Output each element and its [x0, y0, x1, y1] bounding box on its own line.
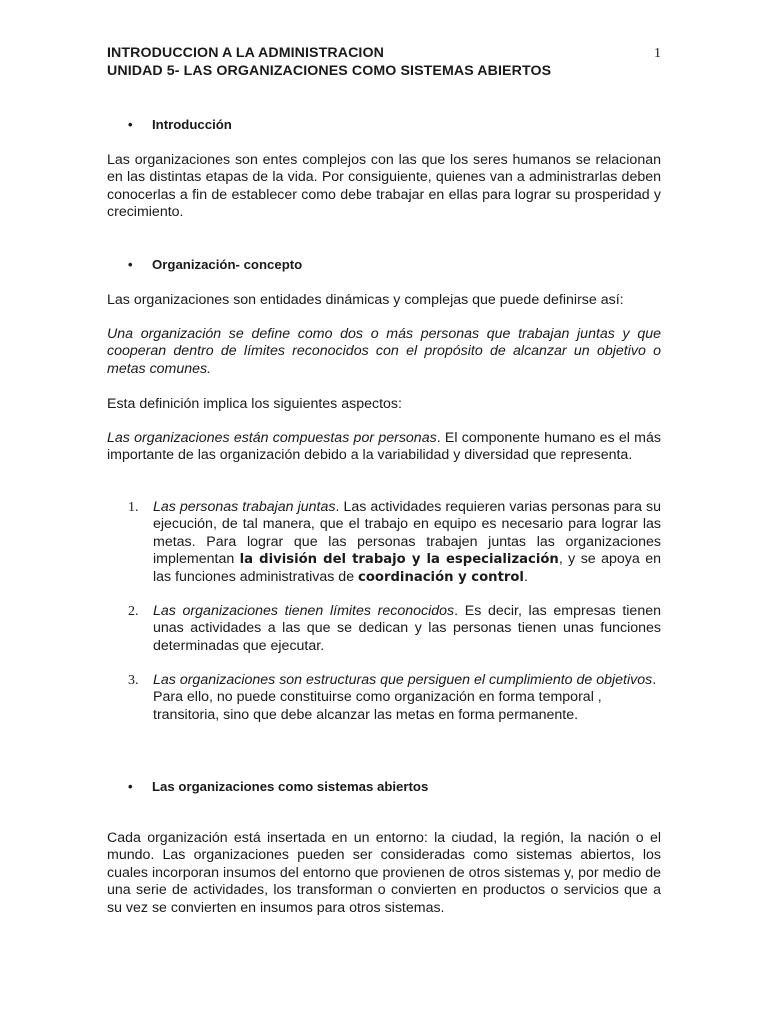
- definition-text: Una organización se define como dos o más personas que trabajan juntas y que cooperan dentro de límites reconocidos con el propósito de alcanzar un objetivo o metas comunes.: [107, 326, 661, 377]
- systems-paragraph: Cada organización está insertada en un entorno: la ciudad, la región, la nación o el mundo. Las organizaciones pueden ser consideradas como sistemas abiertos, los cuales incorporan insumos del entorno que provienen de otros sistemas y, por medio de una serie de actividades, los transforman o convierten en productos o servicios que a su vez se convierten en insumos para otros sistemas.: [107, 830, 661, 916]
- heading-sistemas-abiertos: [128, 778, 428, 795]
- bullet-icon: •: [128, 117, 133, 132]
- heading-organizacion-concepto: [128, 256, 302, 273]
- list-number: 2.: [128, 604, 139, 619]
- concept-paragraph: Las organizaciones son entidades dinámicas y complejas que puede definirse así:: [107, 292, 624, 308]
- page-number: 1: [654, 46, 661, 61]
- list-item-body: , y se apoya en las funciones administrativas de: [153, 551, 661, 585]
- heading-text: Las organizaciones como sistemas abiertos: [152, 779, 429, 794]
- bullet-icon: •: [128, 779, 133, 794]
- list-item-text: [153, 672, 661, 724]
- persons-italic: Las organizaciones están compuestas por personas: [107, 430, 437, 446]
- bullet-icon: •: [128, 257, 133, 272]
- list-item-bold: la división del trabajo y la especialización: [239, 552, 559, 568]
- list-item-italic: Las organizaciones tienen límites reconocidos: [153, 603, 455, 619]
- list-item-body: . Para ello, no puede constituirse como organización en forma temporal , transitoria, sino que debe alcanzar las metas en forma permanente.: [153, 672, 657, 723]
- persons-rest: . El componente humano es el más importante de las organización debido a la variabilidad y diversidad que representa.: [107, 430, 661, 464]
- list-item-body: . Es decir, las empresas tienen unas actividades a las que se dedican y las personas tienen unas funciones determinadas que ejecutar.: [153, 603, 661, 654]
- aspects-intro-paragraph: Esta definición implica los siguientes aspectos:: [107, 396, 402, 412]
- heading-text: Introducción: [152, 117, 232, 132]
- list-item-bold: coordinación y control: [358, 569, 524, 585]
- list-item-body: . Las actividades requieren varias personas para su ejecución, de tal manera, que el trabajo en equipo es necesario para lograr las metas. Para lograr que las personas trabajen juntas las organizaciones implementan: [153, 499, 662, 568]
- list-item-text: [153, 603, 661, 655]
- list-item-text: [153, 499, 661, 586]
- list-item-italic: Las personas trabajan juntas: [153, 499, 336, 515]
- list-item-italic: Las organizaciones son estructuras que persiguen el cumplimiento de objetivos: [153, 672, 653, 688]
- heading-text: Organización- concepto: [152, 257, 303, 272]
- heading-introduccion: [128, 116, 232, 133]
- intro-paragraph: Las organizaciones son entes complejos con las que los seres humanos se relacionan en las distintas etapas de la vida. Por consiguiente, quienes van a administrarlas deben conocerlas a fin de establecer como debe trabajar en ellas para lograr su prosperidad y crecimiento.: [107, 152, 661, 221]
- document-header: [107, 44, 667, 80]
- header-course-title: INTRODUCCION A LA ADMINISTRACION: [107, 45, 384, 61]
- list-item-body: .: [523, 568, 528, 585]
- persons-paragraph: [107, 430, 661, 465]
- list-number: 1.: [128, 500, 139, 515]
- definition-paragraph: [107, 326, 661, 378]
- header-unit-title: UNIDAD 5- LAS ORGANIZACIONES COMO SISTEMAS ABIERTOS: [107, 63, 552, 79]
- list-number: 3.: [128, 673, 139, 688]
